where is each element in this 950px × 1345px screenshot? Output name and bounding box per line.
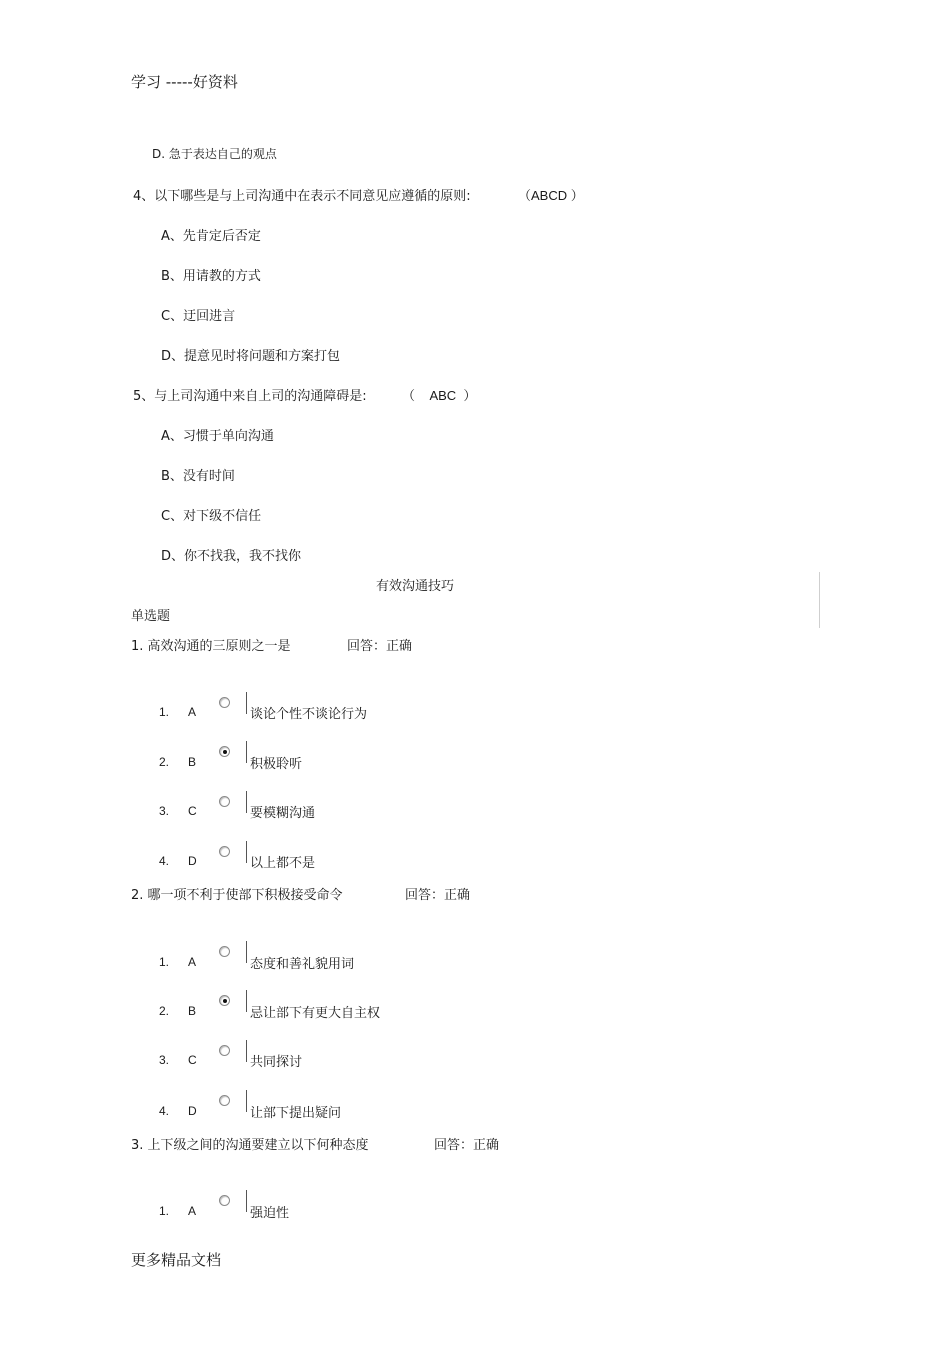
mc1-question: 1. 高效沟通的三原则之一是 [131, 639, 291, 654]
mc2-option-1-letter: A [188, 955, 197, 969]
mc2-option-2-number: 2. [159, 1004, 170, 1018]
mc1-option-2-separator [246, 741, 247, 763]
mc2-option-2-radio-selected[interactable] [219, 995, 230, 1006]
q5-option-b: B、没有时间 [161, 469, 235, 484]
mc3-option-1-separator [246, 1190, 247, 1212]
mc2-option-4-separator [246, 1090, 247, 1112]
mc1-option-1-number: 1. [159, 705, 170, 719]
mc2-option-3-radio[interactable] [219, 1045, 230, 1056]
mc1-option-4-separator [246, 841, 247, 863]
mc2-option-3-letter: C [188, 1053, 197, 1067]
mc2-option-4-letter: D [188, 1104, 197, 1118]
mc1-option-2-radio-selected[interactable] [219, 746, 230, 757]
page-footer: 更多精品文档 [131, 1251, 222, 1269]
radio-selected-dot [223, 999, 227, 1003]
mc2-option-1-text: 态度和善礼貌用词 [250, 957, 355, 972]
mc1-option-4-letter: D [188, 854, 197, 868]
mc3-option-1-text: 强迫性 [250, 1206, 290, 1221]
mc2-option-2-text: 忌让部下有更大自主权 [250, 1006, 381, 1021]
mc2-option-2-separator [246, 990, 247, 1012]
mc1-option-3-number: 3. [159, 804, 170, 818]
page-header: 学习 -----好资料 [131, 73, 238, 91]
mc1-option-3-radio[interactable] [219, 796, 230, 807]
previous-option-d: D. 急于表达自己的观点 [152, 147, 277, 161]
q5-option-c: C、对下级不信任 [161, 509, 262, 524]
mc2-option-3-text: 共同探讨 [250, 1055, 303, 1070]
mc2-option-1-radio[interactable] [219, 946, 230, 957]
mc3-option-1-letter: A [188, 1204, 197, 1218]
mc1-option-4-text: 以上都不是 [250, 856, 316, 871]
mc1-option-3-letter: C [188, 804, 197, 818]
mc2-option-4-text: 让部下提出疑问 [250, 1106, 342, 1121]
mc1-option-2-text: 积极聆听 [250, 757, 303, 772]
page-margin-line [819, 572, 820, 628]
radio-selected-dot [223, 750, 227, 754]
mc1-option-4-number: 4. [159, 854, 170, 868]
mc2-option-2-letter: B [188, 1004, 197, 1018]
section-type-label: 单选题 [131, 609, 171, 624]
mc2-question: 2. 哪一项不利于使部下积极接受命令 [131, 888, 343, 903]
mc3-option-1-number: 1. [159, 1204, 170, 1218]
mc2-option-1-separator [246, 941, 247, 963]
q4-option-a: A、先肯定后否定 [161, 229, 261, 244]
mc2-option-1-number: 1. [159, 955, 170, 969]
q4-answer: （ABCD ） [518, 188, 584, 203]
mc2-option-4-radio[interactable] [219, 1095, 230, 1106]
mc3-option-1-radio[interactable] [219, 1195, 230, 1206]
mc1-result: 回答：正确 [347, 639, 413, 654]
q4-option-b: B、用请教的方式 [161, 269, 261, 284]
mc3-question: 3. 上下级之间的沟通要建立以下何种态度 [131, 1138, 369, 1153]
q4-text: 4、以下哪些是与上司沟通中在表示不同意见应遵循的原则: [133, 189, 471, 204]
mc3-result: 回答：正确 [434, 1138, 500, 1153]
q5-text: 5、与上司沟通中来自上司的沟通障碍是: [133, 389, 367, 404]
mc1-option-1-text: 谈论个性不谈论行为 [250, 707, 368, 722]
mc1-option-2-letter: B [188, 755, 197, 769]
mc1-option-1-separator [246, 692, 247, 714]
mc2-option-4-number: 4. [159, 1104, 170, 1118]
mc1-option-1-letter: A [188, 705, 197, 719]
mc1-option-2-number: 2. [159, 755, 170, 769]
mc2-result: 回答：正确 [405, 888, 471, 903]
q5-option-a: A、习惯于单向沟通 [161, 429, 274, 444]
mc2-option-3-separator [246, 1040, 247, 1062]
q5-answer: （ ABC ） [402, 388, 477, 403]
section-title: 有效沟通技巧 [376, 579, 455, 594]
q4-option-c: C、迂回进言 [161, 309, 236, 324]
mc1-option-3-separator [246, 791, 247, 813]
mc1-option-1-radio[interactable] [219, 697, 230, 708]
mc2-option-3-number: 3. [159, 1053, 170, 1067]
q4-option-d: D、提意见时将问题和方案打包 [161, 349, 341, 364]
mc1-option-3-text: 要模糊沟通 [250, 806, 316, 821]
q5-option-d: D、你不找我，我不找你 [161, 549, 302, 564]
mc1-option-4-radio[interactable] [219, 846, 230, 857]
